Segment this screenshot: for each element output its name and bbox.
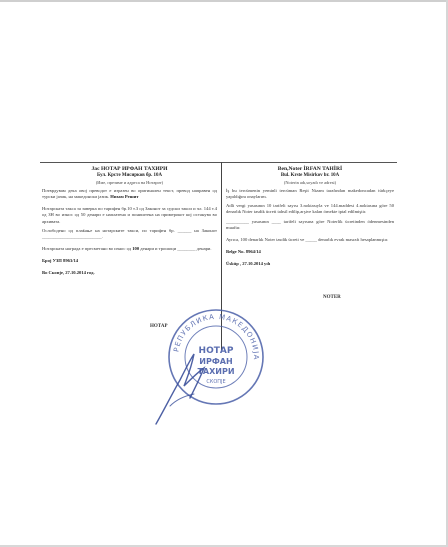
right-paragraph-2: Adli vergi yasasının 10 tarifeli sayısı 3.noktasıyla ve 144.maddesi 4.noktasına göre 50 denarlık Noter tasdik ücreti tahsil edilip,arşive kalan örnekte iptal edilmiştir. (226, 203, 394, 215)
left-notary-signature-label: НОТАР (150, 324, 168, 329)
seal-ring-text: РЕПУБЛИКА МАКЕДОНИЈА (172, 312, 261, 361)
seal-line-3: ТАХИРИ (197, 367, 235, 376)
left-p1-text: Потврдувам дека овој преводот е изразен во оригинален текст, превод направен од турски јазик, на македонски јазик. (42, 188, 217, 200)
left-paragraph-4 (42, 246, 217, 252)
left-heading: Јас НОТАР ИРФАН ТАХИРИ (91, 166, 168, 172)
seal-line-4: СКОПЈЕ (206, 379, 226, 385)
seal-line-2: ИРФАН (199, 357, 233, 366)
left-paragraph-3: Ослободено од плаќање на нотарските такси, по тарифен бр. ______ на Законот __________________________. (42, 227, 217, 239)
seal-line-1: НОТАР (198, 346, 234, 356)
right-paragraph-4: Ayrıca, 100 denarlık Noter tasdik ücreti ve _____ denarlık evrak masrafı hesaplanmıştır. (226, 236, 389, 242)
top-rule (40, 162, 397, 163)
turkish-column (226, 166, 394, 267)
left-address: Бул. Крсте Мисирков бр. 10А (97, 172, 162, 178)
right-paragraph-3: __________ yasasının ____ tarifeli sayısına göre Noterlik ücretinden ödenmesinden muaftır. (226, 218, 394, 230)
left-paragraph-1 (42, 188, 217, 200)
right-reference-number: Belge No. 8964/14 (226, 248, 261, 254)
left-p4-prefix: Нотарската награда е пресметано во износ од (42, 245, 132, 251)
right-address: Bul. Krste Misirkov br. 10A (280, 172, 340, 178)
left-paragraph-2: Нотарската такса за заверка по тарифен бр.10 т.3 од Законот за судски такси и чл. 144 т.4 од ЗН во износ од 50 денари е наплатена и поништена на примерокот кој останува во архивата. (42, 206, 217, 224)
handwritten-signature (150, 350, 233, 430)
right-paragraph-1: İş bu tercümenin yeminli tercüman Reşit Nizam tarafından makedoncadan türkçeye yapıldığını onaylarım. (226, 188, 394, 200)
right-heading: Ben,Noter İRFAN TAHİRİ (277, 166, 343, 172)
left-p1-name: Низам Решит (110, 194, 139, 200)
left-place-date: Во Скопје, 27.10.2014 год. (42, 270, 95, 276)
right-caption: (Noterin adı,soyadı ve adresi) (283, 179, 337, 185)
right-notary-signature-label: NOTER (323, 295, 341, 300)
left-p4-suffix: денари и трошоци ________ денари. (140, 245, 212, 251)
left-caption: (Име, презиме и адреса на Нотарот) (95, 179, 164, 185)
right-place-date: Üsküp , 27.10.2014 yılı (226, 260, 271, 266)
left-p4-value: 100 (132, 245, 140, 251)
left-reference-number: Број УЗП 8963/14 (42, 257, 79, 263)
page-border-top (0, 0, 448, 2)
signature-stroke (150, 350, 233, 430)
macedonian-column (42, 166, 217, 276)
